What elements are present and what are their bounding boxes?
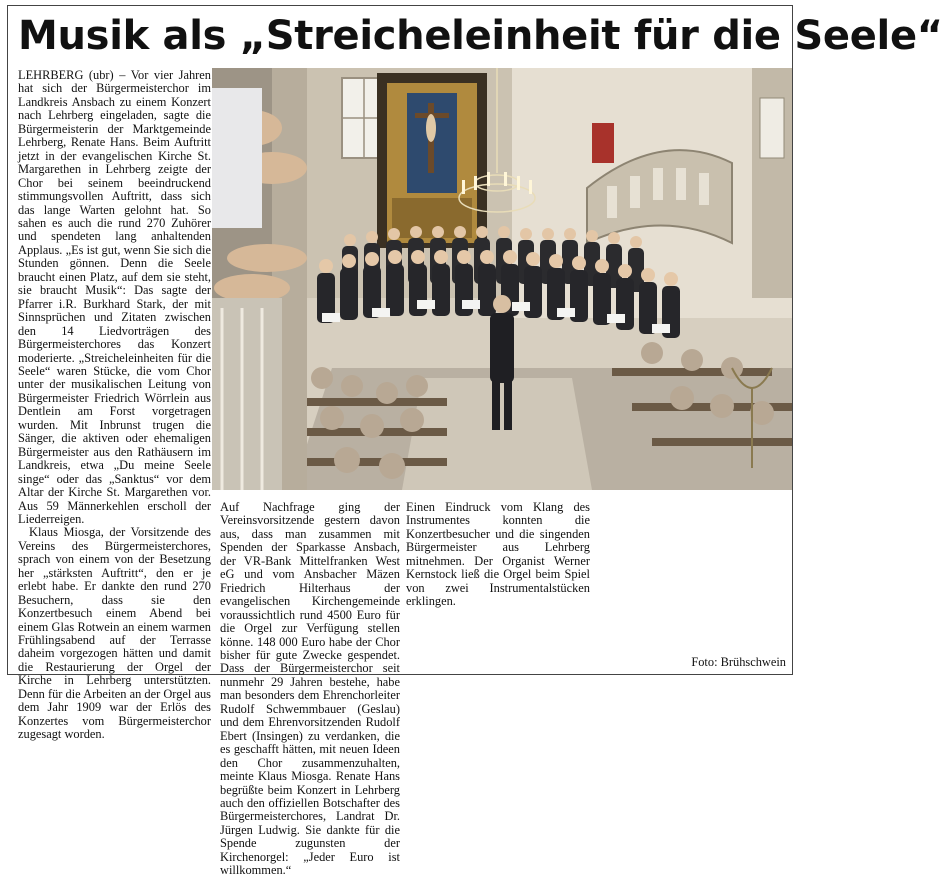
article-dateline: LEHRBERG (ubr) [18,68,114,82]
article-paragraph-4: Einen Eindruck vom Klang des Instrumentes konnten die Konzertbesucher und die singenden Bürgermeister aus Lehrberg mitnehmen. Der Organist Werner Kernstock ließ die Orgel beim Spiel von zwei Instrumentalstücken erklingen. [406,500,590,609]
article-photo [212,68,792,490]
article-column-1 [18,68,211,742]
article-column-3 [406,501,590,669]
article-column-4 [596,501,786,669]
photo-credit: Foto: Brühschwein [687,656,786,669]
article-paragraph-2: Klaus Miosga, der Vorsitzende des Vereins des Bürgermeisterchores, sprach von einem von der Besetzung her „stärksten Auftritt“, den er je erlebt habe. Er dankte den rund 270 Besuchern, dass sie den Konzertbesuch einem Abend bei einem Glas Rotwein an einem warmen Frühlingsabend auf der Terrasse daheim vorgezogen hätten und damit die Restaurierung der Orgel der Kirche in Lehrberg unterstützten. Denn für die Arbeiten an der Orgel aus dem Jahr 1909 war der Erlös des Konzertes vom Bürgermeisterchor zugesagt worden. [18,525,211,742]
article-paragraph-3: Auf Nachfrage ging der Vereinsvorsitzende gestern davon aus, dass man zusammen mit Spenden der Sparkasse Ansbach, der VR-Bank Mittelfranken West eG und vom Ansbacher Mäzen Friedrich Hilterhaus der evangelischen Kirchengemeinde voraussichtlich rund 4500 Euro für die Orgel zur Verfügung stellen könne. 148 000 Euro habe der Chor bisher für gute Zwecke gespendet. Dass der Bürgermeisterchor seit nunmehr 29 Jahren bestehe, habe man besonders dem Ehrenchorleiter Rudolf Schwemmbauer (Geslau) und dem Ehrenvorsitzenden Rudolf Ebert (Insingen) zu verdanken, die es geschafft hätten, mit neuen Ideen den Chor zusammenzuhalten, meinte Klaus Miosga. Renate Hans begrüßte beim Konzert in Lehrberg auch den offiziellen Botschafter des Bürgermeisterchores, Landrat Dr. Jürgen Ludwig. Sie dankte für die Spende zugunsten der Kirchenorgel: „Jeder Euro ist willkommen.“ [220,500,400,878]
article-paragraph-1: – Vor vier Jahren hat sich der Bürgermeisterchor im Landkreis Ansbach zu einem Konzert nach Lehrberg eingeladen, sagte die Bürgermeisterin der Marktgemeinde Lehrberg, Renate Hans. Beim Auftritt jetzt in der evangelischen Kirche St. Margarethen in Lehrberg zeigte der Chor bei seinem beeindruckend stimmungsvollen Auftritt, dass sich das lange Warten gelohnt hat. So sahen es auch die rund 270 Zuhörer und spendeten lang anhaltenden Applaus. „Es ist gut, wenn Sie sich die Stunden gönnen. Denn die Seele braucht einen Platz, auf dem sie steht, sie braucht Musik“: Das sagte der Pfarrer i.R. Burkhard Stark, der mit Sinnsprüchen und Zitaten zwischen den 14 Liedvorträgen des Bürgermeisterchores das Konzert moderierte. „Streicheleinheiten für die Seele“ waren Stücke, die vom Chor unter der musikalischen Leitung von Bürgermeister Friedrich Wörrlein aus Dentlein am Forst vorgetragen wurden. Mit Inbrunst trugen die Sänger, die aktiven oder ehemaligen Bürgermeister aus den Rathäusern im Landkreis, etwa „Du meine Seele singe“ oder das „Sanktus“ vor dem Altar der Kirche St. Margarethen vor. Aus 59 Männerkehlen erscholl der Liederreigen. [18,68,211,526]
article-headline: Musik als „Streicheleinheit für die Seele“ [18,13,943,59]
newspaper-clipping [7,5,943,878]
article-column-2 [220,500,400,878]
